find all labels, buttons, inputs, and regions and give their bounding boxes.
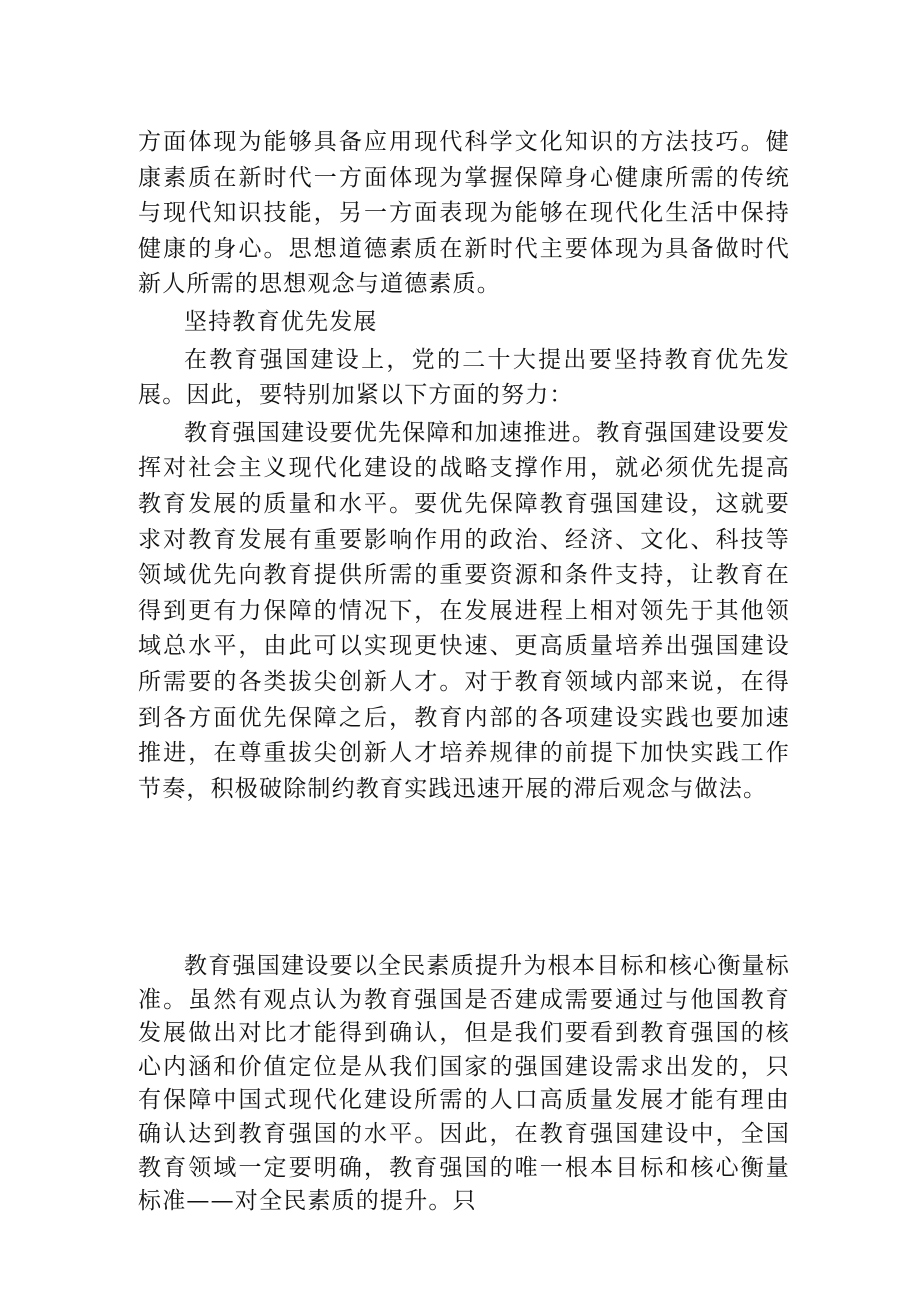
paragraph-priority-development: 在教育强国建设上，党的二十大提出要坚持教育优先发展。因此，要特别加紧以下方面的努力： — [138, 346, 790, 409]
text-block-bottom — [138, 950, 790, 1219]
paragraph-priority-guarantee: 教育强国建设要优先保障和加速推进。教育强国建设要发挥对社会主义现代化建设的战略支撑作用，就必须优先提高教育发展的质量和水平。要优先保障教育强国建设，这就要求对教育发展有重要影响作用的政治、经济、文化、科技等领域优先向教育提供所需的重要资源和条件支持，让教育在得到更有力保障的情况下，在发展进程上相对领先于其他领域总水平，由此可以实现更快速、更高质量培养出强国建设所需要的各类拔尖创新人才。对于教育领域内部来说，在得到各方面优先保障之后，教育内部的各项建设实践也要加速推进，在尊重拔尖创新人才培养规律的前提下加快实践工作节奏，积极破除制约教育实践迅速开展的滞后观念与做法。 — [138, 419, 790, 802]
paragraph-continuation: 方面体现为能够具备应用现代科学文化知识的方法技巧。健康素质在新时代一方面体现为掌握保障身心健康所需的传统与现代知识技能，另一方面表现为能够在现代化生活中保持健康的身心。思想道德素质在新时代主要体现为具备做时代新人所需的思想观念与道德素质。 — [138, 129, 790, 298]
text-block-top — [138, 125, 790, 807]
section-heading: 坚持教育优先发展 — [184, 308, 378, 335]
paragraph-national-quality: 教育强国建设要以全民素质提升为根本目标和核心衡量标准。虽然有观点认为教育强国是否建成需要通过与他国教育发展做出对比才能得到确认，但是我们要看到教育强国的核心内涵和价值定位是从我们国家的强国建设需求出发的，只有保障中国式现代化建设所需的人口高质量发展才能有理由确认达到教育强国的水平。因此，在教育强国建设中，全国教育领域一定要明确，教育强国的唯一根本目标和核心衡量标准——对全民素质的提升。只 — [138, 953, 790, 1215]
